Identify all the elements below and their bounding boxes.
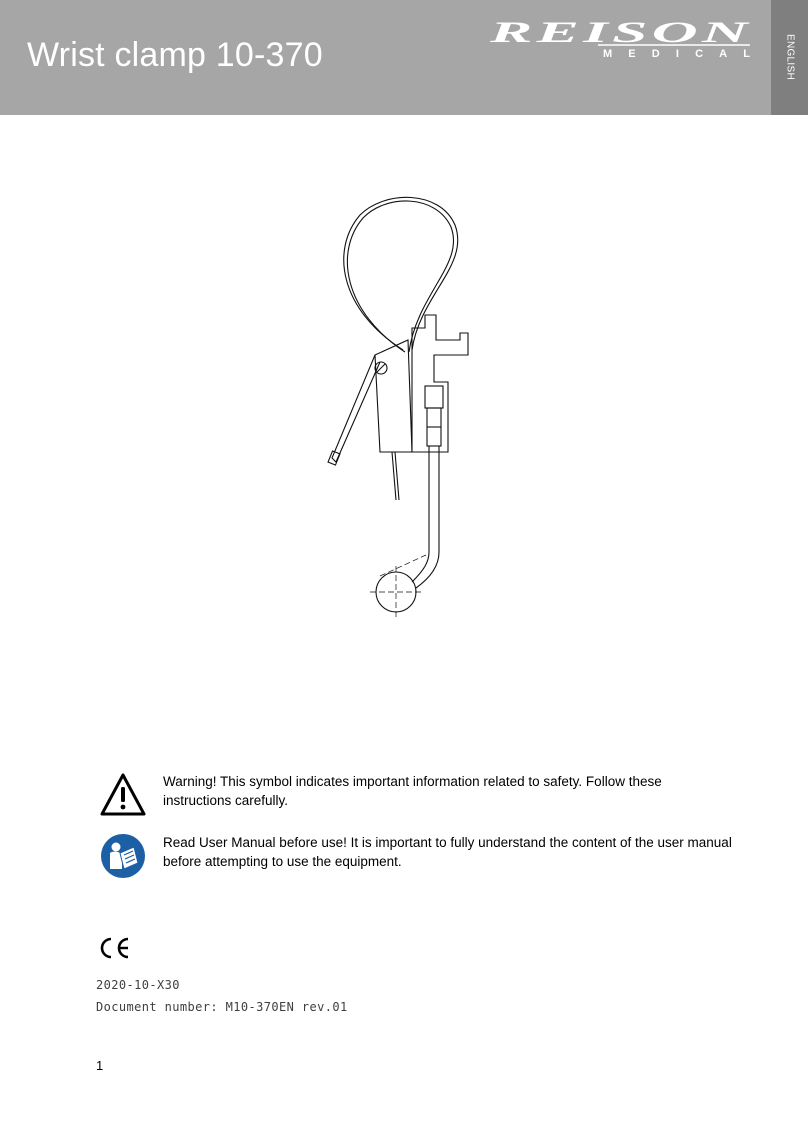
manual-text: Read User Manual before use! It is important to fully understand the content of the user manual before attempting to use the equipment.	[163, 835, 732, 869]
logo-subtitle: MEDICAL	[603, 48, 750, 60]
language-label: ENGLISH	[784, 33, 795, 81]
page-title: Wrist clamp 10-370	[27, 36, 323, 74]
page-number: 1	[96, 1058, 104, 1073]
language-tab	[771, 0, 808, 115]
document-number: Document number: M10-370EN rev.01	[96, 1000, 348, 1014]
ce-mark-icon	[96, 936, 132, 960]
header-bar	[0, 0, 808, 115]
warning-triangle-icon	[100, 772, 146, 818]
logo-wordmark: REISON	[488, 16, 752, 49]
wrist-clamp-drawing	[320, 190, 480, 620]
document-date: 2020-10-X30	[96, 978, 180, 992]
read-manual-icon	[100, 833, 146, 879]
warning-text: Warning! This symbol indicates important information related to safety. Follow these instructions carefully.	[163, 774, 662, 808]
reison-medical-logo	[488, 16, 758, 60]
